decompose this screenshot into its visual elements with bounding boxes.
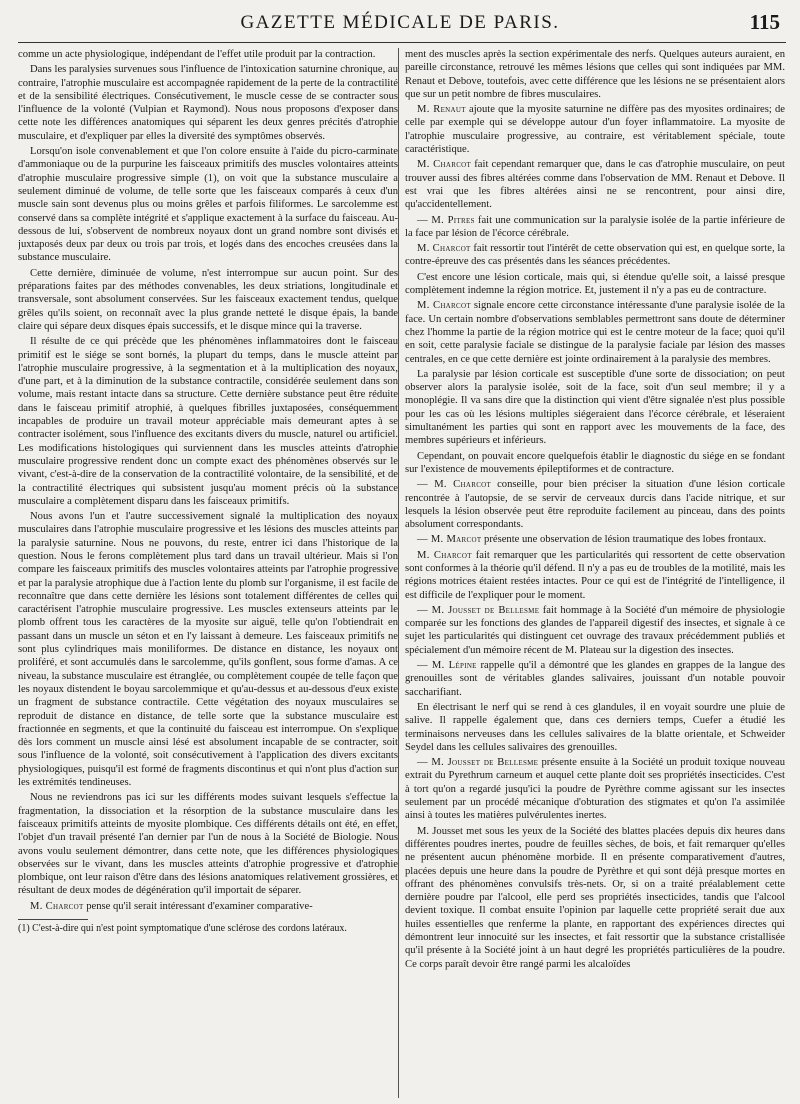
paragraph-text: conseille, pour bien préciser la situation d'une lésion corticale rencontrée à l'autopsie, de se servir de cerveaux durcis dans l'acide nitrique, et sur lesquels la lésion observée peut être reproduite facilement au pinceau, dans des points absolument correspondants. xyxy=(405,479,785,531)
right-paragraph xyxy=(405,701,785,754)
paragraph-text: ajoute que la myosite saturnine ne diffère pas des myosites ordinaires; de celle par exemple qui se développe autour d'un foyer inflammatoire. La myosite de l'atrophie musculaire progressive, au contraire, est véritablement spéciale, toute caractéristique. xyxy=(405,104,785,156)
paragraph-text: fait remarquer que les particularités qui ressortent de cette observation sont conformes à la théorie qu'il défend. Il n'y a pas eu de troubles de la motilité, mais les régions motrices étaient restées intactes. Pour ce qui est de l'intégrité de l'intelligence, il est difficile de l'expliquer pour le moment. xyxy=(405,549,785,601)
speaker-name: — M. Jousset de Bellesme xyxy=(417,604,540,616)
speaker-name: M. Charcot xyxy=(417,549,472,561)
right-paragraph xyxy=(405,604,785,657)
speaker-name: M. Charcot xyxy=(417,159,472,171)
left-paragraph: Nous avons l'un et l'autre successivement signalé la multiplication des noyaux musculaires dans l'atrophie musculaire progressive et les lésions des muscles atteints par la paralysie saturnine. Nous ne pouvons, du reste, entrer ici dans l'historique de la question. Nous le ferons complètement plus tard dans un travail ultérieur. Mais si l'on compare les faisceaux primitifs des muscles volontaires atteints par l'atrophie progressive et par la paralysie atrophique due à l'action lente du plomb sur l'organisme, il est facile de reconnaître que dans cette dernière les lésions sont totalement différentes de celles qui caractérisent l'atrophie musculaire progressive. Les muscles extenseurs atteints par le plomb offrent tous les caractères de la myosite sur aiguë, telle qu'on l'obtiendrait en passant dans un muscle un séton et en l'y laissant à demeure. Les faisceaux primitifs ne sont plus cylindriques mais moniliformes. De distance en distance, les noyaux ont proliféré, et sont accumulés dans le sarcolemme, qu'ils gonflent, sous forme d'amas. A ce niveau, la substance musculaire est étranglée, ou complètement coupée de telle façon que les noyaux distendent le boyau sarcolemmique et qu'au-dessus et au-dessous d'eux existe un fragment de substance contractile. Cette végétation des noyaux musculaires se reproduit de distance en distance, de telle sorte que la substance musculaire est fractionnée en segments, et que la continuité du faisceau est interrompue. On s'explique dès lors comment un muscle ainsi lésé est absolument incapable de se contracter, soit sous l'influence de la volonté, soit consécutivement à l'application des divers excitants physiologiques, puisqu'il est formé de fragments discontinus et qui n'ont plus d'action sur les extrémités tendineuses. xyxy=(18,511,398,789)
paragraph-text: fait hommage à la Société d'un mémoire de physiologie comparée sur les fonctions des glandes de l'appareil digestif des insectes, et signale à ce sujet les particularités qui distinguent cet ouvrage des travaux précédemment publiés et spécialement d'un mémoire récent de M. Plateau sur la digestion des insectes. xyxy=(405,604,785,656)
left-paragraph: Dans les paralysies survenues sous l'influence de l'intoxication saturnine chronique, au contraire, l'atrophie musculaire est accompagnée rapidement de la perte de la contractilité et de la sensibilité électriques. Consécutivement, le muscle cesse de se contracter sous l'influence de la volonté (Vulpian et Raymond). Nous nous proposons d'exposer dans cette note les différences anatomiques qui séparent les deux genres précités d'atrophie musculaire, et d'expliquer par elles la diversité des symptômes observés. xyxy=(18,64,398,142)
left-paragraph: Nous ne reviendrons pas ici sur les différents modes suivant lesquels s'effectue la fragmentation, la dissociation et la résorption de la substance musculaire dans les faisceaux primitifs atteints de myosite plombique. Ces différents détails ont été, en effet, l'objet d'un travail présenté l'an dernier par l'un de nous à la Société de Biologie. Nous avons voulu seulement démontrer, dans cette note, que les différences physiologiques observées sur le vivant, dans les muscles atteints d'atrophie progressive et d'atrophie plombique, ont leur raison d'être dans des lésions anatomiques relativement grossières, et résultant de deux modes de dégénération qu'il importait de séparer. xyxy=(18,792,398,897)
left-paragraph: Cette dernière, diminuée de volume, n'est interrompue sur aucun point. Sur des préparations faites par des méthodes convenables, les deux striations, longitudinale et transversale, sont absolument conservées. Sur les faisceaux exactement tendus, quelque grêles qu'ils soient, on reconnaît avec la plus grande netteté le disque épais, la bande claire qui sépare deux disques épais successifs, et le disque mince qui la traverse. xyxy=(18,267,398,332)
right-paragraph xyxy=(405,214,785,241)
speaker-name: M. Charcot xyxy=(417,243,471,255)
right-paragraph xyxy=(405,103,785,156)
column-divider xyxy=(398,48,399,1098)
right-paragraph xyxy=(405,825,785,971)
paragraph-text: La paralysie par lésion corticale est susceptible d'une sorte de dissociation; on peut observer alors la paralysie isolée, soit de la face, soit d'un seul membre; il y a monoplégie. Il va sans dire que la distinction qui vient d'être signalée n'est plus possible pour les cas où les lésions multiples siégeraient dans l'écorce cérébrale, et léseraient simultanément les parties qui sont en rapport avec les mouvements de la face, des membres supérieurs et inférieurs. xyxy=(405,368,785,447)
speaker-name: — M. Jousset de Bellesme xyxy=(417,757,539,769)
right-paragraph xyxy=(405,242,785,269)
header-rule xyxy=(18,42,786,43)
left-paragraph: Lorsqu'on isole convenablement et que l'on colore ensuite à l'aide du picro-carminate d'ammoniaque ou de la purpurine les faisceaux primitifs des muscles volontaires atteints d'atrophie musculaire progressive simple (1), on voit que la substance musculaire a seulement diminué de volume, de telle sorte que les faisceaux comparés à ceux d'un muscle sain sont devenus plus ou moins grêles et parfois filiformes. Le sarcolemme est conservé dans sa complète intégrité et s'applique exactement à la surface du faisceau. Au-dessous de lui, s'observent de nombreux noyaux dont un grand nombre sont divisés et juxtaposés deux par deux ou trois par trois, et logés dans des encoches creusées dans la substance musculaire. xyxy=(18,146,398,264)
right-paragraph xyxy=(405,450,785,477)
paragraph-text: rappelle qu'il a démontré que les glandes en grappes de la langue des grenouilles sont de véritables glandes salivaires, jouissant d'un notable pouvoir saccharifiant. xyxy=(405,660,785,698)
speaker-name: — M. Marcot xyxy=(417,534,482,546)
right-paragraph xyxy=(405,368,785,448)
left-paragraph: comme un acte physiologique, indépendant de l'effet utile produit par la contraction. xyxy=(18,49,376,60)
paragraph-text: C'est encore une lésion corticale, mais qui, si étendue qu'elle soit, a laissé presque complètement indemne la région motrice. Et, justement il n'y a pas eu de contracture. xyxy=(405,271,785,297)
right-paragraph xyxy=(405,756,785,822)
paragraph-text: présente ensuite à la Société un produit toxique nouveau extrait du Pyrethrum carneum et auquel cette plante doit ses propriétés insecticides. C'est à tort qu'on a regardé jusqu'ici la poudre de Pyrèthre comme agissant sur les insectes seulement par un procédé mécanique d'obturation des stigmates et qu'on l'a assimilée ainsi à toutes les matières pulvérulentes inertes. xyxy=(405,757,785,822)
paragraph-text: fait cependant remarquer que, dans le cas d'atrophie musculaire, on peut trouver aussi des fibres altérées comme dans l'observation de MM. Renaut et Debove. Il est vrai que les fibres altérées ainsi ne se rencontrent, pour ainsi dire, qu'accidentellement. xyxy=(405,159,785,211)
speaker-name: M. Charcot xyxy=(417,300,471,312)
page-number: 115 xyxy=(749,10,780,34)
footnote-rule xyxy=(18,919,88,920)
right-paragraph xyxy=(405,158,785,211)
right-paragraph xyxy=(405,549,785,602)
running-title: GAZETTE MÉDICALE DE PARIS. xyxy=(240,12,560,33)
right-paragraph xyxy=(405,299,785,365)
speaker-name: M. Charcot xyxy=(30,900,84,912)
speaker-name: — M. Charcot xyxy=(417,479,492,491)
paragraph-text: fait une communication sur la paralysie isolée de la partie inférieure de la face par lésion de l'écorce cérébrale. xyxy=(405,214,785,239)
paragraph-text: fait ressortir tout l'intérêt de cette observation qui est, en quelque sorte, la contre-épreuve des cas présentés dans les séances précédentes. xyxy=(405,243,785,268)
paragraph-text: Cependant, on pouvait encore quelquefois établir le diagnostic du siége en se fondant sur l'existence de mouvements épileptiformes et de contracture. xyxy=(405,450,785,475)
speaker-name: — M. Pitres xyxy=(417,214,475,226)
left-paragraph: Il résulte de ce qui précède que les phénomènes inflammatoires dont le faisceau primitif est le siége se sont bornés, la plupart du temps, dans le muscle atteint par l'atrophie musculaire progressive, à la segmentation et à la multiplication des noyaux, d'une part, et à la diminution de la substance contractile, considérée seulement dans son volume, mais restant intacte dans sa structure. Cette dernière substance peut être réduite dans le faisceau primitif atrophié, à quelques fibrilles juxtaposées, conséquemment incapables de produire un travail moteur appréciable mais demeurant aptes à se contracter isolément, sous l'influence des excitants divers du muscle, naturel ou artificiel. Les modifications histologiques qui surviennent dans les muscles atteints d'atrophie musculaire progressive rendent donc un compte exact des phénomènes observés sur le vivant, c'est-à-dire de la conservation de la contractilité volontaire, de la sensibilité, et de la contractilité électriques qui subsistent jusqu'au moment précis où la substance musculaire a complètement disparu dans les faisceaux primitifs. xyxy=(18,336,398,507)
right-paragraph xyxy=(405,478,785,531)
paragraph-text: signale encore cette circonstance intéressante d'une paralysie isolée de la face. Un certain nombre d'observations semblables permettront sans doute de déterminer chez l'homme la partie de la région motrice qui est le centre moteur de la face; quoi qu'il en soit, cette paralysie faciale se distingue de la paralysie faciale par lésion des masses centrales, en ce que cette dernière est jointe ordinairement à la paralysie des membres. xyxy=(405,300,785,365)
speaker-name: M. Renaut xyxy=(417,104,466,116)
right-paragraph xyxy=(405,271,785,298)
left-column xyxy=(18,48,398,1098)
paragraph-text: M. Jousset met sous les yeux de la Société des blattes placées depuis dix heures dans différentes poudres inertes, poudre de feuilles sèches, de bois, et fait remarquer qu'elles ne présentent aucun phénomène morbide. Il en présente comparativement d'autres, placées depuis une heure dans la poudre de Pyrèthre et qui sont déjà presque mortes en offrant des phénomènes convulsifs très-nets. Or, si on a traité préalablement cette dernière poudre par l'alcool, elle perd ses propriétés insecticides, tandis que l'alcool devient toxique. Il combat ensuite l'opinion par laquelle cette propriété serait due aux huiles essentielles que renferme la plante, en rapportant des expériences directes qui démontrent leur innocuité sur les insectes, et fait ressortir que la substance cristallisée qu'il présente à la Société joint à un haut degré les propriétés particulières de la poudre. Ce corps paraît devoir être rangé parmi les alcaloïdes xyxy=(405,825,785,970)
right-paragraph xyxy=(405,659,785,699)
speaker-name: — M. Lépine xyxy=(417,660,477,672)
footnote: (1) C'est-à-dire qui n'est point symptomatique d'une sclérose des cordons latéraux. xyxy=(18,923,347,934)
right-paragraph: ment des muscles après la section expérimentale des nerfs. Quelques auteurs auraient, en pareille circonstance, retrouvé les mêmes lésions que celles qui sont indiquées par MM. Renaut et Debove, toutefois, avec cette différence que les lésions ne se présentaient alors que sur un petit nombre de fibres musculaires. xyxy=(405,49,785,100)
page-header xyxy=(18,6,782,40)
paragraph-text: présente une observation de lésion traumatique des lobes frontaux. xyxy=(481,534,767,546)
right-column xyxy=(405,48,785,1098)
left-paragraph xyxy=(18,900,398,913)
paragraph-text: pense qu'il serait intéressant d'examiner comparative- xyxy=(83,900,313,912)
paragraph-text: En électrisant le nerf qui se rend à ces glandules, il en voyait sourdre une pluie de salive. Il rappelle également que, dans ces derniers temps, Cuefer a étudié les terminaisons nerveuses dans les cellules salivaires de la blatte orientale, et Schweider Seydel dans les cellules salivaires des grenouilles. xyxy=(405,701,785,753)
right-paragraph xyxy=(405,533,785,546)
